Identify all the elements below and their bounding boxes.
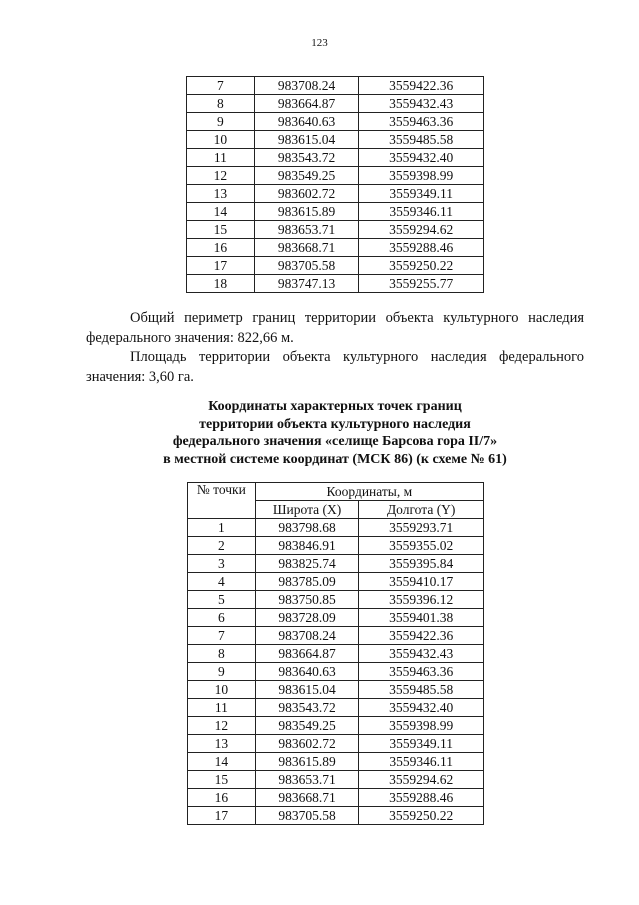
latitude-x-cell: 983798.68 [255,519,359,537]
longitude-y-cell: 3559293.71 [359,519,484,537]
longitude-y-cell: 3559432.40 [359,149,484,167]
point-number-cell: 8 [187,95,255,113]
longitude-y-cell: 3559463.36 [359,663,484,681]
longitude-y-cell: 3559294.62 [359,221,484,239]
table-row [188,681,484,699]
table-row [187,113,484,131]
longitude-y-cell: 3559250.22 [359,807,484,825]
table-row [188,789,484,807]
latitude-x-cell: 983664.87 [255,645,359,663]
latitude-x-cell: 983785.09 [255,573,359,591]
point-number-cell: 14 [187,203,255,221]
point-number-cell: 17 [187,257,255,275]
latitude-x-cell: 983750.85 [255,591,359,609]
table-row [188,807,484,825]
longitude-y-cell: 3559395.84 [359,555,484,573]
table-row [187,203,484,221]
table-row [187,95,484,113]
header-coordinates: Координаты, м [255,483,483,501]
table-row [188,537,484,555]
point-number-cell: 15 [187,221,255,239]
latitude-x-cell: 983640.63 [254,113,359,131]
table-row [188,717,484,735]
coordinates-table [187,482,484,825]
latitude-x-cell: 983615.04 [254,131,359,149]
latitude-x-cell: 983705.58 [255,807,359,825]
point-number-cell: 5 [188,591,256,609]
area-line-1: Площадь территории объекта культурного наследия федерального [130,349,584,365]
point-number-cell: 10 [188,681,256,699]
table-row [188,627,484,645]
longitude-y-cell: 3559463.36 [359,113,484,131]
perimeter-line-2: федерального значения: 822,66 м. [86,330,294,346]
header-longitude-y: Долгота (Y) [359,501,484,519]
latitude-x-cell: 983640.63 [255,663,359,681]
longitude-y-cell: 3559422.36 [359,627,484,645]
point-number-cell: 1 [188,519,256,537]
point-number-cell: 12 [188,717,256,735]
heading-line-1: Координаты характерных точек границ [208,399,462,414]
latitude-x-cell: 983705.58 [254,257,359,275]
point-number-cell: 18 [187,275,255,293]
table-body [188,519,484,825]
longitude-y-cell: 3559294.62 [359,771,484,789]
area-paragraph [86,347,584,387]
area-line-2: значения: 3,60 га. [86,369,194,385]
point-number-cell: 9 [188,663,256,681]
latitude-x-cell: 983615.89 [254,203,359,221]
longitude-y-cell: 3559250.22 [359,257,484,275]
latitude-x-cell: 983543.72 [255,699,359,717]
table-row [187,149,484,167]
section-heading [86,398,584,468]
latitude-x-cell: 983653.71 [255,771,359,789]
longitude-y-cell: 3559346.11 [359,753,484,771]
table-row [188,519,484,537]
latitude-x-cell: 983653.71 [254,221,359,239]
latitude-x-cell: 983846.91 [255,537,359,555]
table-row [188,771,484,789]
latitude-x-cell: 983708.24 [255,627,359,645]
longitude-y-cell: 3559349.11 [359,185,484,203]
latitude-x-cell: 983747.13 [254,275,359,293]
latitude-x-cell: 983664.87 [254,95,359,113]
table-row [188,609,484,627]
table-row [187,221,484,239]
table-row [188,735,484,753]
longitude-y-cell: 3559288.46 [359,239,484,257]
table-row [188,555,484,573]
point-number-cell: 14 [188,753,256,771]
latitude-x-cell: 983668.71 [255,789,359,807]
point-number-cell: 3 [188,555,256,573]
latitude-x-cell: 983549.25 [254,167,359,185]
point-number-cell: 12 [187,167,255,185]
latitude-x-cell: 983615.89 [255,753,359,771]
latitude-x-cell: 983543.72 [254,149,359,167]
latitude-x-cell: 983825.74 [255,555,359,573]
table-row [188,663,484,681]
heading-line-2: территории объекта культурного наследия [199,416,471,432]
longitude-y-cell: 3559485.58 [359,131,484,149]
latitude-x-cell: 983668.71 [254,239,359,257]
table-row [187,239,484,257]
point-number-cell: 4 [188,573,256,591]
point-number-cell: 7 [188,627,256,645]
longitude-y-cell: 3559422.36 [359,77,484,95]
table-row [188,591,484,609]
longitude-y-cell: 3559288.46 [359,789,484,807]
latitude-x-cell: 983602.72 [255,735,359,753]
table-row [187,77,484,95]
longitude-y-cell: 3559396.12 [359,591,484,609]
latitude-x-cell: 983615.04 [255,681,359,699]
longitude-y-cell: 3559398.99 [359,717,484,735]
table-body [187,77,484,293]
table-row [187,185,484,203]
longitude-y-cell: 3559255.77 [359,275,484,293]
longitude-y-cell: 3559432.40 [359,699,484,717]
point-number-cell: 13 [188,735,256,753]
latitude-x-cell: 983602.72 [254,185,359,203]
point-number-cell: 11 [188,699,256,717]
table-row [187,257,484,275]
table-row [188,573,484,591]
header-latitude-x: Широта (X) [255,501,359,519]
point-number-cell: 16 [187,239,255,257]
longitude-y-cell: 3559346.11 [359,203,484,221]
longitude-y-cell: 3559432.43 [359,645,484,663]
table-row [187,167,484,185]
point-number-cell: 6 [188,609,256,627]
longitude-y-cell: 3559410.17 [359,573,484,591]
point-number-cell: 13 [187,185,255,203]
point-number-cell: 8 [188,645,256,663]
perimeter-line-1: Общий периметр границ территории объекта культурного наследия [130,310,584,326]
longitude-y-cell: 3559398.99 [359,167,484,185]
table-row [188,645,484,663]
latitude-x-cell: 983708.24 [254,77,359,95]
latitude-x-cell: 983728.09 [255,609,359,627]
longitude-y-cell: 3559485.58 [359,681,484,699]
point-number-cell: 7 [187,77,255,95]
heading-line-3: федерального значения «селище Барсова гора II/7» [172,434,498,449]
table-row [187,131,484,149]
header-point-number: № точки [188,483,256,519]
point-number-cell: 16 [188,789,256,807]
point-number-cell: 2 [188,537,256,555]
longitude-y-cell: 3559349.11 [359,735,484,753]
point-number-cell: 11 [187,149,255,167]
longitude-y-cell: 3559401.38 [359,609,484,627]
point-number-cell: 17 [188,807,256,825]
longitude-y-cell: 3559355.02 [359,537,484,555]
point-number-cell: 10 [187,131,255,149]
table-header-row [188,483,484,501]
coordinates-table-continued [186,76,484,293]
point-number-cell: 9 [187,113,255,131]
page-number: 123 [311,37,328,49]
perimeter-paragraph [86,308,584,348]
latitude-x-cell: 983549.25 [255,717,359,735]
table-row [188,753,484,771]
longitude-y-cell: 3559432.43 [359,95,484,113]
table-row [188,699,484,717]
point-number-cell: 15 [188,771,256,789]
heading-line-4: в местной системе координат (МСК 86) (к схеме № 61) [163,451,507,467]
table-row [187,275,484,293]
